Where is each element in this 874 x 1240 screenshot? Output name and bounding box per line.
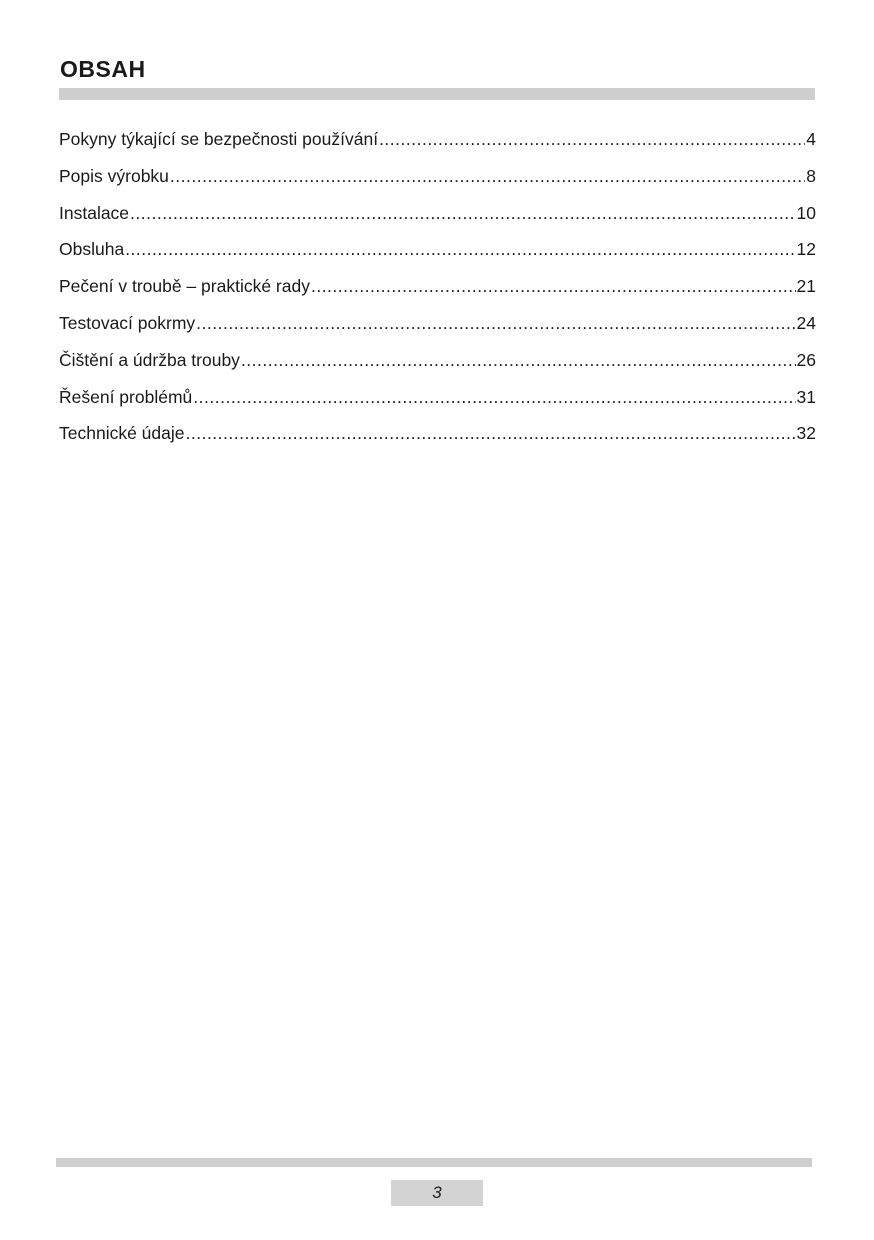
toc-entry-page: 31 <box>796 386 816 407</box>
toc-entry-label: Testovací pokrmy <box>59 312 196 333</box>
toc-entry-safety[interactable] <box>59 124 816 161</box>
toc-dot-leader <box>125 234 795 264</box>
toc-entry-label: Popis výrobku <box>59 165 169 186</box>
toc-entry-cleaning[interactable] <box>59 345 816 382</box>
toc-dot-leader <box>379 124 805 154</box>
toc-entry-page: 8 <box>806 165 816 186</box>
toc-entry-page: 32 <box>796 423 816 444</box>
toc-dot-leader <box>130 198 795 228</box>
toc-entry-baking-tips[interactable] <box>59 271 816 308</box>
toc-dot-leader <box>241 345 796 375</box>
toc-entry-label: Instalace <box>59 202 130 223</box>
toc-dot-leader <box>186 418 796 448</box>
toc-entry-product-description[interactable] <box>59 161 816 198</box>
toc-dot-leader <box>311 271 796 301</box>
toc-dot-leader <box>196 308 795 338</box>
toc-entry-label: Pečení v troubě – praktické rady <box>59 276 310 297</box>
toc-entry-troubleshooting[interactable] <box>59 382 816 419</box>
toc-dot-leader <box>193 382 795 412</box>
toc-entry-page: 4 <box>806 129 816 149</box>
toc-dot-leader <box>170 161 805 191</box>
toc-entry-label: Čištění a údržba trouby <box>59 349 240 370</box>
toc-entry-operation[interactable] <box>59 234 816 271</box>
toc-entry-page: 26 <box>796 349 816 370</box>
table-of-contents <box>59 124 816 455</box>
footer-divider <box>56 1158 812 1167</box>
toc-entry-technical-data[interactable] <box>59 418 816 455</box>
page-number: 3 <box>391 1180 483 1206</box>
toc-entry-label: Obsluha <box>59 239 125 260</box>
toc-entry-page: 12 <box>796 239 816 260</box>
title-divider <box>59 88 815 100</box>
page-title: OBSAH <box>60 56 146 82</box>
toc-entry-label: Pokyny týkající se bezpečnosti používání <box>59 129 379 149</box>
toc-entry-installation[interactable] <box>59 198 816 235</box>
toc-entry-test-dishes[interactable] <box>59 308 816 345</box>
toc-entry-label: Řešení problémů <box>59 386 193 407</box>
toc-entry-page: 24 <box>796 312 816 333</box>
toc-entry-label: Technické údaje <box>59 423 185 444</box>
toc-entry-page: 10 <box>796 202 816 223</box>
toc-entry-page: 21 <box>796 276 816 297</box>
